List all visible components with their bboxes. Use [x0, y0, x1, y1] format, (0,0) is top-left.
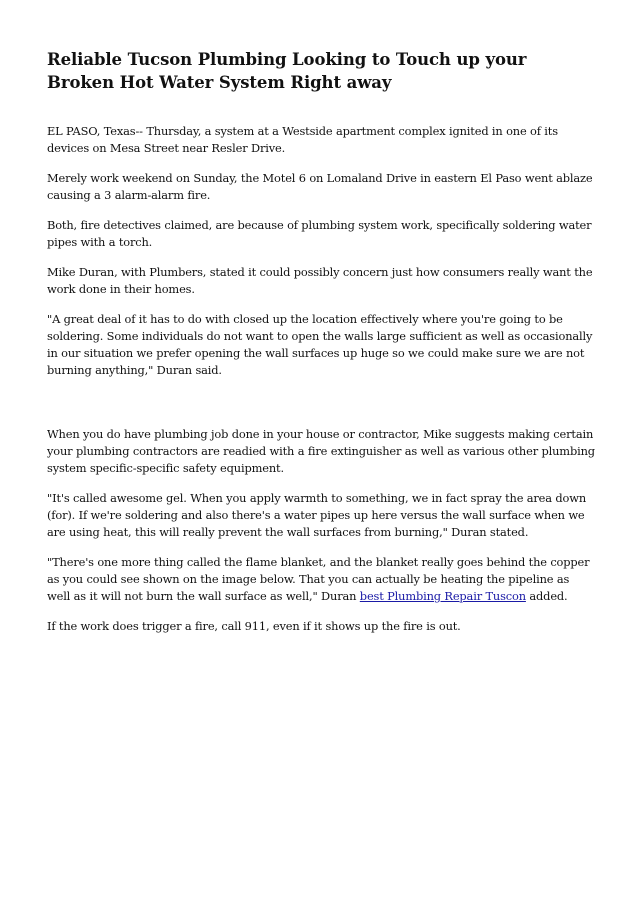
- paragraph-3: Both, fire detectives claimed, are because of plumbing system work, specifically soldering water pipes with a torch.: [47, 218, 592, 249]
- document-title: Reliable Tucson Plumbing Looking to Touch up your Broken Hot Water System Right away: [47, 50, 527, 92]
- paragraph-8: [47, 554, 595, 605]
- paragraph-6: When you do have plumbing job done in your house or contractor, Mike suggests making certain your plumbing contractors are readied with a fire extinguisher as well as various other plumbing system specific-specific safety equipment.: [47, 427, 595, 475]
- closing-paragraph: If the work does trigger a fire, call 911, even if it shows up the fire is out.: [47, 619, 461, 633]
- paragraph-7: "It's called awesome gel. When you apply warmth to something, we in fact spray the area down (for). If we're soldering and also there's a water pipes up here versus the wall surface when we are using heat, this will really prevent the wall surfaces from burning," Duran stated.: [47, 491, 587, 539]
- document-page: [47, 48, 595, 648]
- paragraph-8-text: "There's one more thing called the flame blanket, and the blanket really goes behind the copper as you could see shown on the image below. That you can actually be heating the pipeline as well as it will not burn the wall surface as well," Duran: [47, 555, 590, 603]
- paragraph-2: Merely work weekend on Sunday, the Motel 6 on Lomaland Drive in eastern El Paso went ablaze causing a 3 alarm-alarm fire.: [47, 171, 593, 202]
- paragraph-4: Mike Duran, with Plumbers, stated it could possibly concern just how consumers really want the work done in their homes.: [47, 265, 593, 296]
- paragraph-1: EL PASO, Texas-- Thursday, a system at a Westside apartment complex ignited in one of its devices on Mesa Street near Resler Drive.: [47, 124, 558, 155]
- blank-spacer: [47, 392, 595, 426]
- paragraph-8-end: added.: [525, 589, 568, 603]
- paragraph-5: "A great deal of it has to do with closed up the location effectively where you're going to be soldering. Some individuals do not want to open the walls large sufficient as well as occasionally in our situation we prefer opening the wall surfaces up huge so we could make sure we are not burning anything," Duran said.: [47, 312, 593, 377]
- plumbing-repair-link[interactable]: best Plumbing Repair Tuscon: [359, 589, 526, 603]
